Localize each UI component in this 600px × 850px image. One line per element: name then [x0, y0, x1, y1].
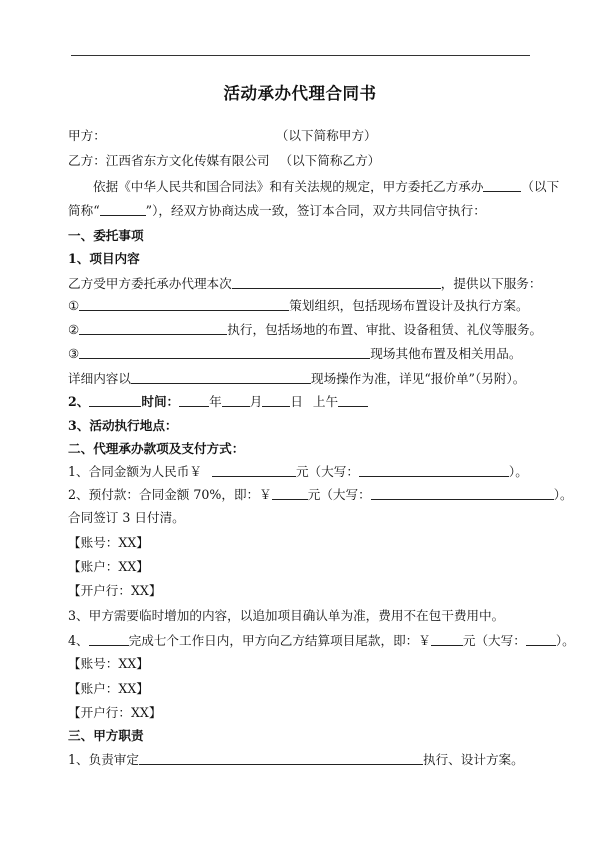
year-label: 年: [209, 394, 222, 409]
prepay-text-c: ）。: [553, 487, 573, 502]
am-label: 上午: [312, 394, 339, 409]
preamble-text-1-tail: （以下: [521, 179, 560, 194]
blank-amount-words: [359, 464, 509, 477]
blank-final-item: [89, 633, 129, 646]
item-2-text: 执行，包括场地的布置、审批、设备租赁、礼仪等服务。: [227, 322, 543, 337]
review-text-a: 1、负责审定: [68, 752, 139, 767]
amount-text-b: 元（大写：: [295, 464, 359, 479]
service-item-1: [68, 298, 529, 314]
time-label: 时间：: [141, 394, 180, 409]
blank-month: [222, 394, 250, 407]
service-item-3: [68, 346, 521, 362]
amount-text-c: ）。: [508, 464, 528, 479]
blank-detail: [131, 371, 311, 384]
blank-time-item: [89, 394, 141, 407]
blank-amount: [212, 464, 296, 477]
party-a-note: （以下简称甲方）: [275, 128, 377, 143]
party-a-line: [68, 128, 377, 144]
blank-year: [179, 394, 209, 407]
bank-2-bank: 【开户行：XX】: [68, 705, 162, 720]
final-payment-line: [68, 633, 575, 649]
contract-amount-line: [68, 464, 528, 480]
day-label: 日: [290, 394, 303, 409]
bank-2-account-name: 【账户：XX】: [68, 681, 149, 696]
bank-1-account-no: 【账号：XX】: [68, 535, 149, 550]
final-text-d: ）。: [555, 633, 575, 648]
section-1-sub-1: 1、项目内容: [68, 251, 140, 266]
party-b-label: 乙方：江西省东方文化传媒有限公司: [68, 153, 270, 168]
party-b-note: （以下简称乙方）: [279, 153, 381, 168]
service-intro-a: 乙方受甲方委托承办代理本次: [68, 276, 232, 291]
prepay-note: 合同签订 3 日付清。: [68, 510, 185, 525]
time-line: [68, 394, 368, 410]
party-b-line: [68, 153, 380, 169]
preamble-text-2a: 简称“: [68, 203, 100, 218]
blank-item-1: [79, 298, 289, 311]
service-item-2: [68, 322, 542, 338]
detail-line: [68, 371, 525, 387]
additional-items-line: 3、甲方需要临时增加的内容，以追加项目确认单为准，费用不在包干费用中。: [68, 608, 505, 623]
final-text-b: 完成七个工作日内，甲方向乙方结算项目尾款，即：￥: [128, 633, 431, 648]
blank-prepay-amount: [272, 487, 308, 500]
final-text-c: 元（大写：: [462, 633, 526, 648]
preamble-line-1: [93, 179, 559, 195]
item-2-mark: ②: [68, 322, 80, 337]
bank-1-account-name: 【账户：XX】: [68, 559, 149, 574]
bank-1-bank: 【开户行：XX】: [68, 583, 162, 598]
service-intro-line: [68, 276, 541, 292]
prepayment-line: [68, 487, 573, 503]
detail-text-a: 详细内容以: [68, 371, 131, 386]
review-text-b: 执行、设计方案。: [422, 752, 524, 767]
bank-2-account-no: 【账号：XX】: [68, 656, 149, 671]
amount-text-a: 1、合同金额为人民币￥: [68, 464, 202, 479]
party-a-label: 甲方：: [68, 128, 106, 143]
preamble-text-2b: ”），经双方协商达成一致，签订本合同，双方共同信守执行：: [145, 203, 486, 218]
prepay-text-a: 2、预付款：合同金额 70%，即：￥: [68, 487, 272, 502]
prepay-text-b: 元（大写：: [307, 487, 371, 502]
section-3-heading: 三、甲方职责: [68, 728, 144, 743]
section-1-sub-3: 3、活动执行地点：: [68, 418, 178, 433]
top-divider: [71, 55, 530, 56]
time-number: 2、: [68, 394, 90, 409]
blank-hour: [338, 394, 368, 407]
blank-final-amount: [431, 633, 463, 646]
blank-project-name: [483, 179, 521, 192]
section-2-heading: 二、代理承办款项及支付方式：: [68, 441, 245, 456]
blank-short-name: [100, 203, 146, 216]
blank-prepay-words: [371, 487, 554, 500]
blank-final-words: [526, 633, 556, 646]
preamble-line-2: [68, 203, 486, 219]
item-3-text: 现场其他布置及相关用品。: [370, 346, 522, 361]
blank-event-name: [232, 276, 441, 289]
blank-item-2: [79, 322, 227, 335]
blank-item-3: [79, 346, 370, 359]
blank-day: [262, 394, 290, 407]
section-1-heading: 一、委托事项: [68, 228, 144, 243]
document-title: 活动承办代理合同书: [223, 84, 377, 103]
blank-review: [139, 752, 423, 765]
item-1-text: 策划组织，包括现场布置设计及执行方案。: [289, 298, 529, 313]
item-1-mark: ①: [68, 298, 80, 313]
review-line: [68, 752, 524, 768]
final-text-a: 4、: [68, 633, 89, 648]
item-3-mark: ③: [68, 346, 80, 361]
service-intro-b: ，提供以下服务：: [440, 276, 542, 291]
preamble-text-1: 依据《中华人民共和国合同法》和有关法规的规定，甲方委托乙方承办: [93, 179, 484, 194]
month-label: 月: [249, 394, 263, 409]
detail-text-b: 现场操作为准，详见“报价单”（另附）。: [310, 371, 526, 386]
